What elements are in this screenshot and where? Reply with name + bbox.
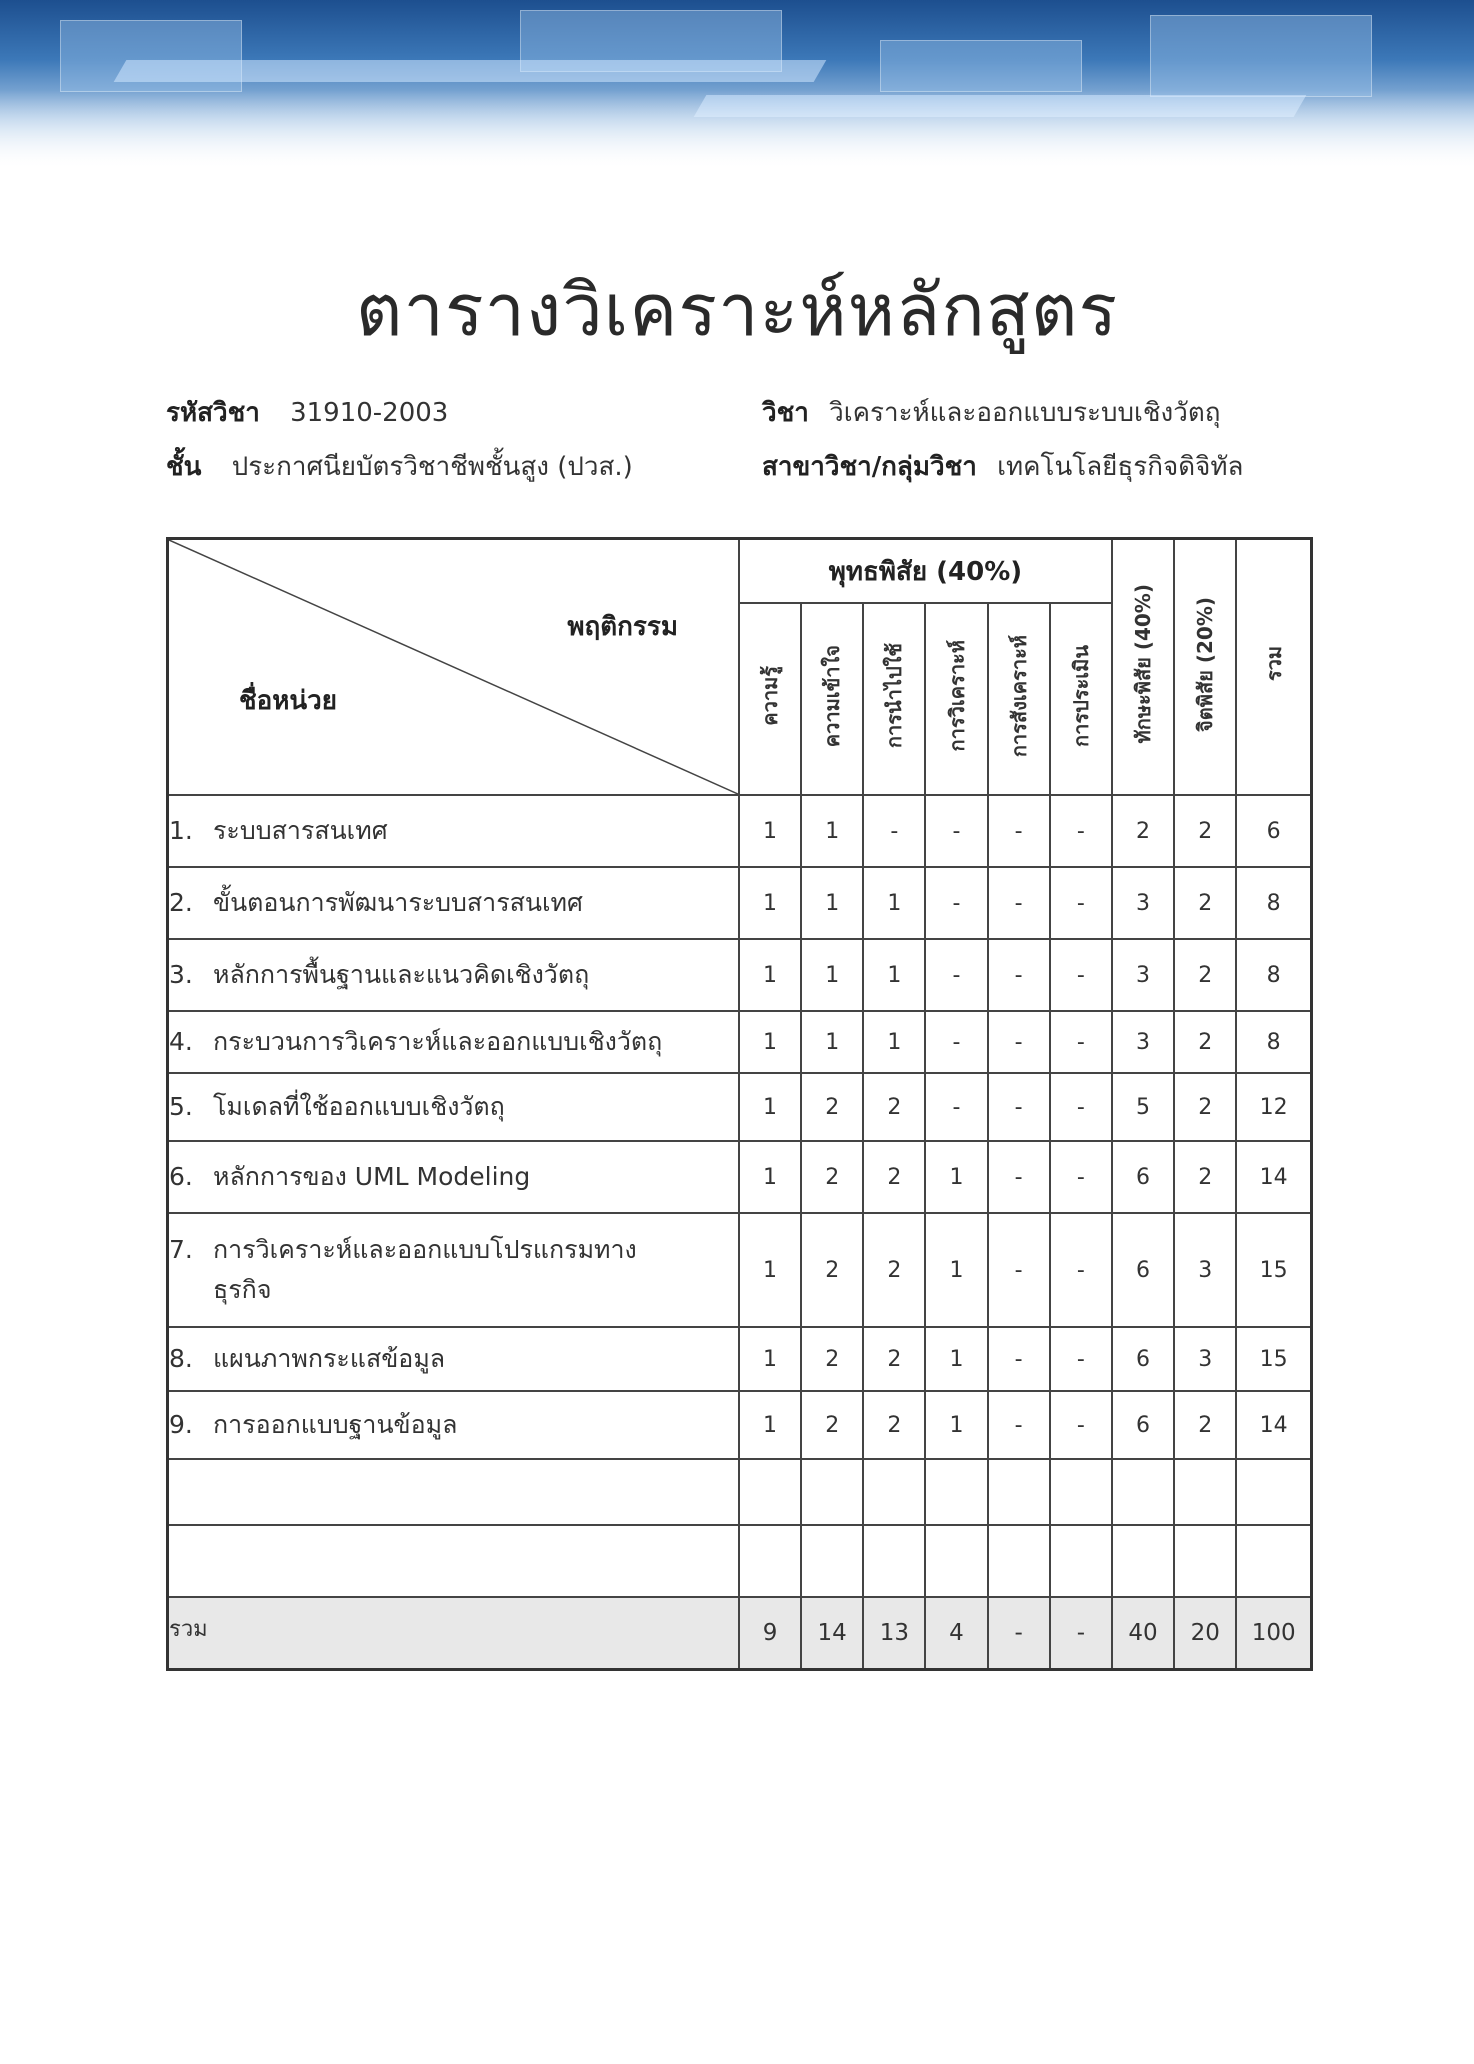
course-level xyxy=(166,446,633,487)
total-cell: 100 xyxy=(1236,1597,1311,1669)
curriculum-analysis-table xyxy=(166,537,1313,1671)
unit-name: โมเดลที่ใช้ออกแบบเชิงวัตถุ xyxy=(213,1092,505,1121)
course-subject xyxy=(762,392,1220,433)
empty-row xyxy=(168,1459,1312,1525)
skill-column-header: ทักษะพิสัย (40%) xyxy=(1112,539,1174,796)
cognitive-column-header: ความรู้ xyxy=(739,603,801,795)
score-cell: 1 xyxy=(925,1327,987,1391)
course-level-value: ประกาศนียบัตรวิชาชีพชั้นสูง (ปวส.) xyxy=(231,452,633,482)
score-cell: - xyxy=(988,1391,1050,1459)
score-cell: - xyxy=(925,1011,987,1073)
score-cell: 6 xyxy=(1112,1213,1174,1327)
score-cell: 1 xyxy=(739,1073,801,1141)
course-field-label: สาขาวิชา/กลุ่มวิชา xyxy=(762,452,977,482)
table-row xyxy=(168,1391,1312,1459)
score-cell: 2 xyxy=(1174,939,1236,1011)
total-row xyxy=(168,1597,1312,1669)
score-cell: 2 xyxy=(1112,795,1174,867)
unit-name: ระบบสารสนเทศ xyxy=(213,816,388,845)
score-cell: 8 xyxy=(1236,867,1311,939)
unit-number: 4. xyxy=(169,1027,193,1056)
score-cell: 2 xyxy=(1174,867,1236,939)
header-banner xyxy=(0,0,1474,170)
score-cell: - xyxy=(988,795,1050,867)
unit-name: การออกแบบฐานข้อมูล xyxy=(213,1410,458,1439)
score-cell: 1 xyxy=(925,1391,987,1459)
score-cell: 2 xyxy=(1174,1391,1236,1459)
unit-number: 3. xyxy=(169,960,193,989)
score-cell: 3 xyxy=(1174,1327,1236,1391)
score-cell: 1 xyxy=(801,795,863,867)
score-cell: - xyxy=(988,1213,1050,1327)
score-cell: - xyxy=(1050,939,1112,1011)
score-cell: - xyxy=(1050,1213,1112,1327)
score-cell: 1 xyxy=(739,867,801,939)
score-cell: - xyxy=(863,795,925,867)
unit-name: ขั้นตอนการพัฒนาระบบสารสนเทศ xyxy=(213,888,583,917)
score-cell: 2 xyxy=(801,1327,863,1391)
score-cell: 6 xyxy=(1112,1141,1174,1213)
score-cell: 1 xyxy=(739,939,801,1011)
total-cell: 4 xyxy=(925,1597,987,1669)
score-cell: 1 xyxy=(739,1213,801,1327)
score-cell: 1 xyxy=(863,1011,925,1073)
total-cell: 20 xyxy=(1174,1597,1236,1669)
score-cell: 2 xyxy=(801,1213,863,1327)
course-field xyxy=(762,446,1243,487)
empty-cell xyxy=(1174,1525,1236,1597)
score-cell: 2 xyxy=(863,1213,925,1327)
total-column-header: รวม xyxy=(1236,539,1311,796)
unit-name: หลักการพื้นฐานและแนวคิดเชิงวัตถุ xyxy=(213,960,590,989)
empty-cell xyxy=(1174,1459,1236,1525)
cognitive-column-header: การนำไปใช้ xyxy=(863,603,925,795)
unit-name-cell xyxy=(168,1327,739,1391)
empty-cell xyxy=(1112,1459,1174,1525)
score-cell: 3 xyxy=(1112,867,1174,939)
total-cell: 14 xyxy=(801,1597,863,1669)
unit-name-cell xyxy=(168,1011,739,1073)
score-cell: 2 xyxy=(863,1073,925,1141)
empty-cell xyxy=(925,1525,987,1597)
empty-cell xyxy=(168,1525,739,1597)
empty-cell xyxy=(988,1459,1050,1525)
diagonal-header-cell xyxy=(168,539,739,796)
score-cell: - xyxy=(1050,1391,1112,1459)
empty-cell xyxy=(1050,1459,1112,1525)
unit-name-label: ชื่อหน่วย xyxy=(239,686,338,716)
empty-cell xyxy=(1112,1525,1174,1597)
cognitive-column-header: การสังเคราะห์ xyxy=(988,603,1050,795)
score-cell: - xyxy=(988,1011,1050,1073)
empty-cell xyxy=(801,1525,863,1597)
score-cell: - xyxy=(1050,1141,1112,1213)
score-cell: 2 xyxy=(1174,1141,1236,1213)
cognitive-column-header: การวิเคราะห์ xyxy=(925,603,987,795)
score-cell: 1 xyxy=(863,867,925,939)
score-cell: 1 xyxy=(801,939,863,1011)
score-cell: - xyxy=(1050,1073,1112,1141)
score-cell: - xyxy=(925,1073,987,1141)
score-cell: - xyxy=(1050,795,1112,867)
unit-name-cell xyxy=(168,1073,739,1141)
behavior-label: พฤติกรรม xyxy=(567,612,678,642)
score-cell: 2 xyxy=(801,1141,863,1213)
course-subject-value: วิเคราะห์และออกแบบระบบเชิงวัตถุ xyxy=(829,398,1221,428)
empty-cell xyxy=(925,1459,987,1525)
unit-number: 7. xyxy=(169,1235,193,1264)
unit-number: 2. xyxy=(169,888,193,917)
score-cell: - xyxy=(1050,1011,1112,1073)
score-cell: 3 xyxy=(1174,1213,1236,1327)
score-cell: 6 xyxy=(1112,1327,1174,1391)
score-cell: - xyxy=(988,939,1050,1011)
score-cell: 6 xyxy=(1112,1391,1174,1459)
unit-name-cell xyxy=(168,939,739,1011)
unit-name-cell xyxy=(168,1141,739,1213)
score-cell: 1 xyxy=(739,795,801,867)
score-cell: 2 xyxy=(863,1327,925,1391)
unit-name: หลักการของ UML Modeling xyxy=(213,1162,531,1191)
empty-cell xyxy=(863,1525,925,1597)
score-cell: 1 xyxy=(739,1141,801,1213)
score-cell: 2 xyxy=(1174,1073,1236,1141)
empty-row xyxy=(168,1525,1312,1597)
unit-number: 1. xyxy=(169,816,193,845)
score-cell: - xyxy=(1050,1327,1112,1391)
score-cell: 1 xyxy=(925,1213,987,1327)
score-cell: 8 xyxy=(1236,939,1311,1011)
course-level-label: ชั้น xyxy=(166,452,202,482)
total-label: รวม xyxy=(168,1597,739,1669)
score-cell: - xyxy=(988,1327,1050,1391)
unit-number: 6. xyxy=(169,1162,193,1191)
total-cell: 9 xyxy=(739,1597,801,1669)
unit-name: แผนภาพกระแสข้อมูล xyxy=(213,1344,446,1373)
unit-name-cell xyxy=(168,795,739,867)
score-cell: - xyxy=(925,939,987,1011)
score-cell: - xyxy=(988,867,1050,939)
score-cell: 1 xyxy=(863,939,925,1011)
course-field-value: เทคโนโลยีธุรกิจดิจิทัล xyxy=(997,452,1244,482)
empty-cell xyxy=(1236,1459,1311,1525)
unit-name: กระบวนการวิเคราะห์และออกแบบเชิงวัตถุ xyxy=(213,1027,663,1056)
empty-cell xyxy=(988,1525,1050,1597)
empty-cell xyxy=(863,1459,925,1525)
score-cell: 14 xyxy=(1236,1141,1311,1213)
total-cell: 13 xyxy=(863,1597,925,1669)
course-code xyxy=(166,392,448,433)
page-title: ตารางวิเคราะห์หลักสูตร xyxy=(355,268,1119,352)
score-cell: 2 xyxy=(801,1073,863,1141)
score-cell: 8 xyxy=(1236,1011,1311,1073)
empty-cell xyxy=(1236,1525,1311,1597)
score-cell: 2 xyxy=(1174,1011,1236,1073)
score-cell: - xyxy=(925,867,987,939)
empty-cell xyxy=(739,1459,801,1525)
diagonal-divider xyxy=(169,540,738,794)
table-row xyxy=(168,1011,1312,1073)
score-cell: - xyxy=(988,1073,1050,1141)
score-cell: 3 xyxy=(1112,939,1174,1011)
score-cell: 3 xyxy=(1112,1011,1174,1073)
course-code-label: รหัสวิชา xyxy=(166,398,260,428)
total-cell: 40 xyxy=(1112,1597,1174,1669)
unit-name-cell xyxy=(168,1391,739,1459)
total-cell: - xyxy=(1050,1597,1112,1669)
score-cell: 2 xyxy=(863,1141,925,1213)
score-cell: 1 xyxy=(739,1391,801,1459)
course-subject-label: วิชา xyxy=(762,398,809,428)
unit-name-cell xyxy=(168,867,739,939)
score-cell: 5 xyxy=(1112,1073,1174,1141)
empty-cell xyxy=(1050,1525,1112,1597)
score-cell: - xyxy=(925,795,987,867)
score-cell: 12 xyxy=(1236,1073,1311,1141)
table-row xyxy=(168,1141,1312,1213)
score-cell: 2 xyxy=(863,1391,925,1459)
table-row xyxy=(168,867,1312,939)
score-cell: 1 xyxy=(739,1011,801,1073)
score-cell: 2 xyxy=(801,1391,863,1459)
table-row xyxy=(168,795,1312,867)
table-row xyxy=(168,1213,1312,1327)
table-row xyxy=(168,939,1312,1011)
empty-cell xyxy=(801,1459,863,1525)
score-cell: - xyxy=(1050,867,1112,939)
course-code-value: 31910-2003 xyxy=(290,398,449,428)
cognitive-group-header: พุทธพิสัย (40%) xyxy=(739,539,1112,604)
unit-number: 5. xyxy=(169,1092,193,1121)
score-cell: 2 xyxy=(1174,795,1236,867)
score-cell: 1 xyxy=(801,867,863,939)
affective-column-header: จิตพิสัย (20%) xyxy=(1174,539,1236,796)
table-row xyxy=(168,1327,1312,1391)
cognitive-column-header: ความเข้าใจ xyxy=(801,603,863,795)
score-cell: 14 xyxy=(1236,1391,1311,1459)
score-cell: 1 xyxy=(925,1141,987,1213)
total-cell: - xyxy=(988,1597,1050,1669)
score-cell: 15 xyxy=(1236,1327,1311,1391)
empty-cell xyxy=(168,1459,739,1525)
unit-name-cell xyxy=(168,1213,739,1327)
score-cell: 15 xyxy=(1236,1213,1311,1327)
score-cell: 1 xyxy=(739,1327,801,1391)
empty-cell xyxy=(739,1525,801,1597)
unit-name: การวิเคราะห์และออกแบบโปรแกรมทางธุรกิจ xyxy=(213,1235,637,1304)
unit-number: 9. xyxy=(169,1410,193,1439)
cognitive-column-header: การประเมิน xyxy=(1050,603,1112,795)
score-cell: 1 xyxy=(801,1011,863,1073)
table-row xyxy=(168,1073,1312,1141)
score-cell: - xyxy=(988,1141,1050,1213)
unit-number: 8. xyxy=(169,1344,193,1373)
score-cell: 6 xyxy=(1236,795,1311,867)
